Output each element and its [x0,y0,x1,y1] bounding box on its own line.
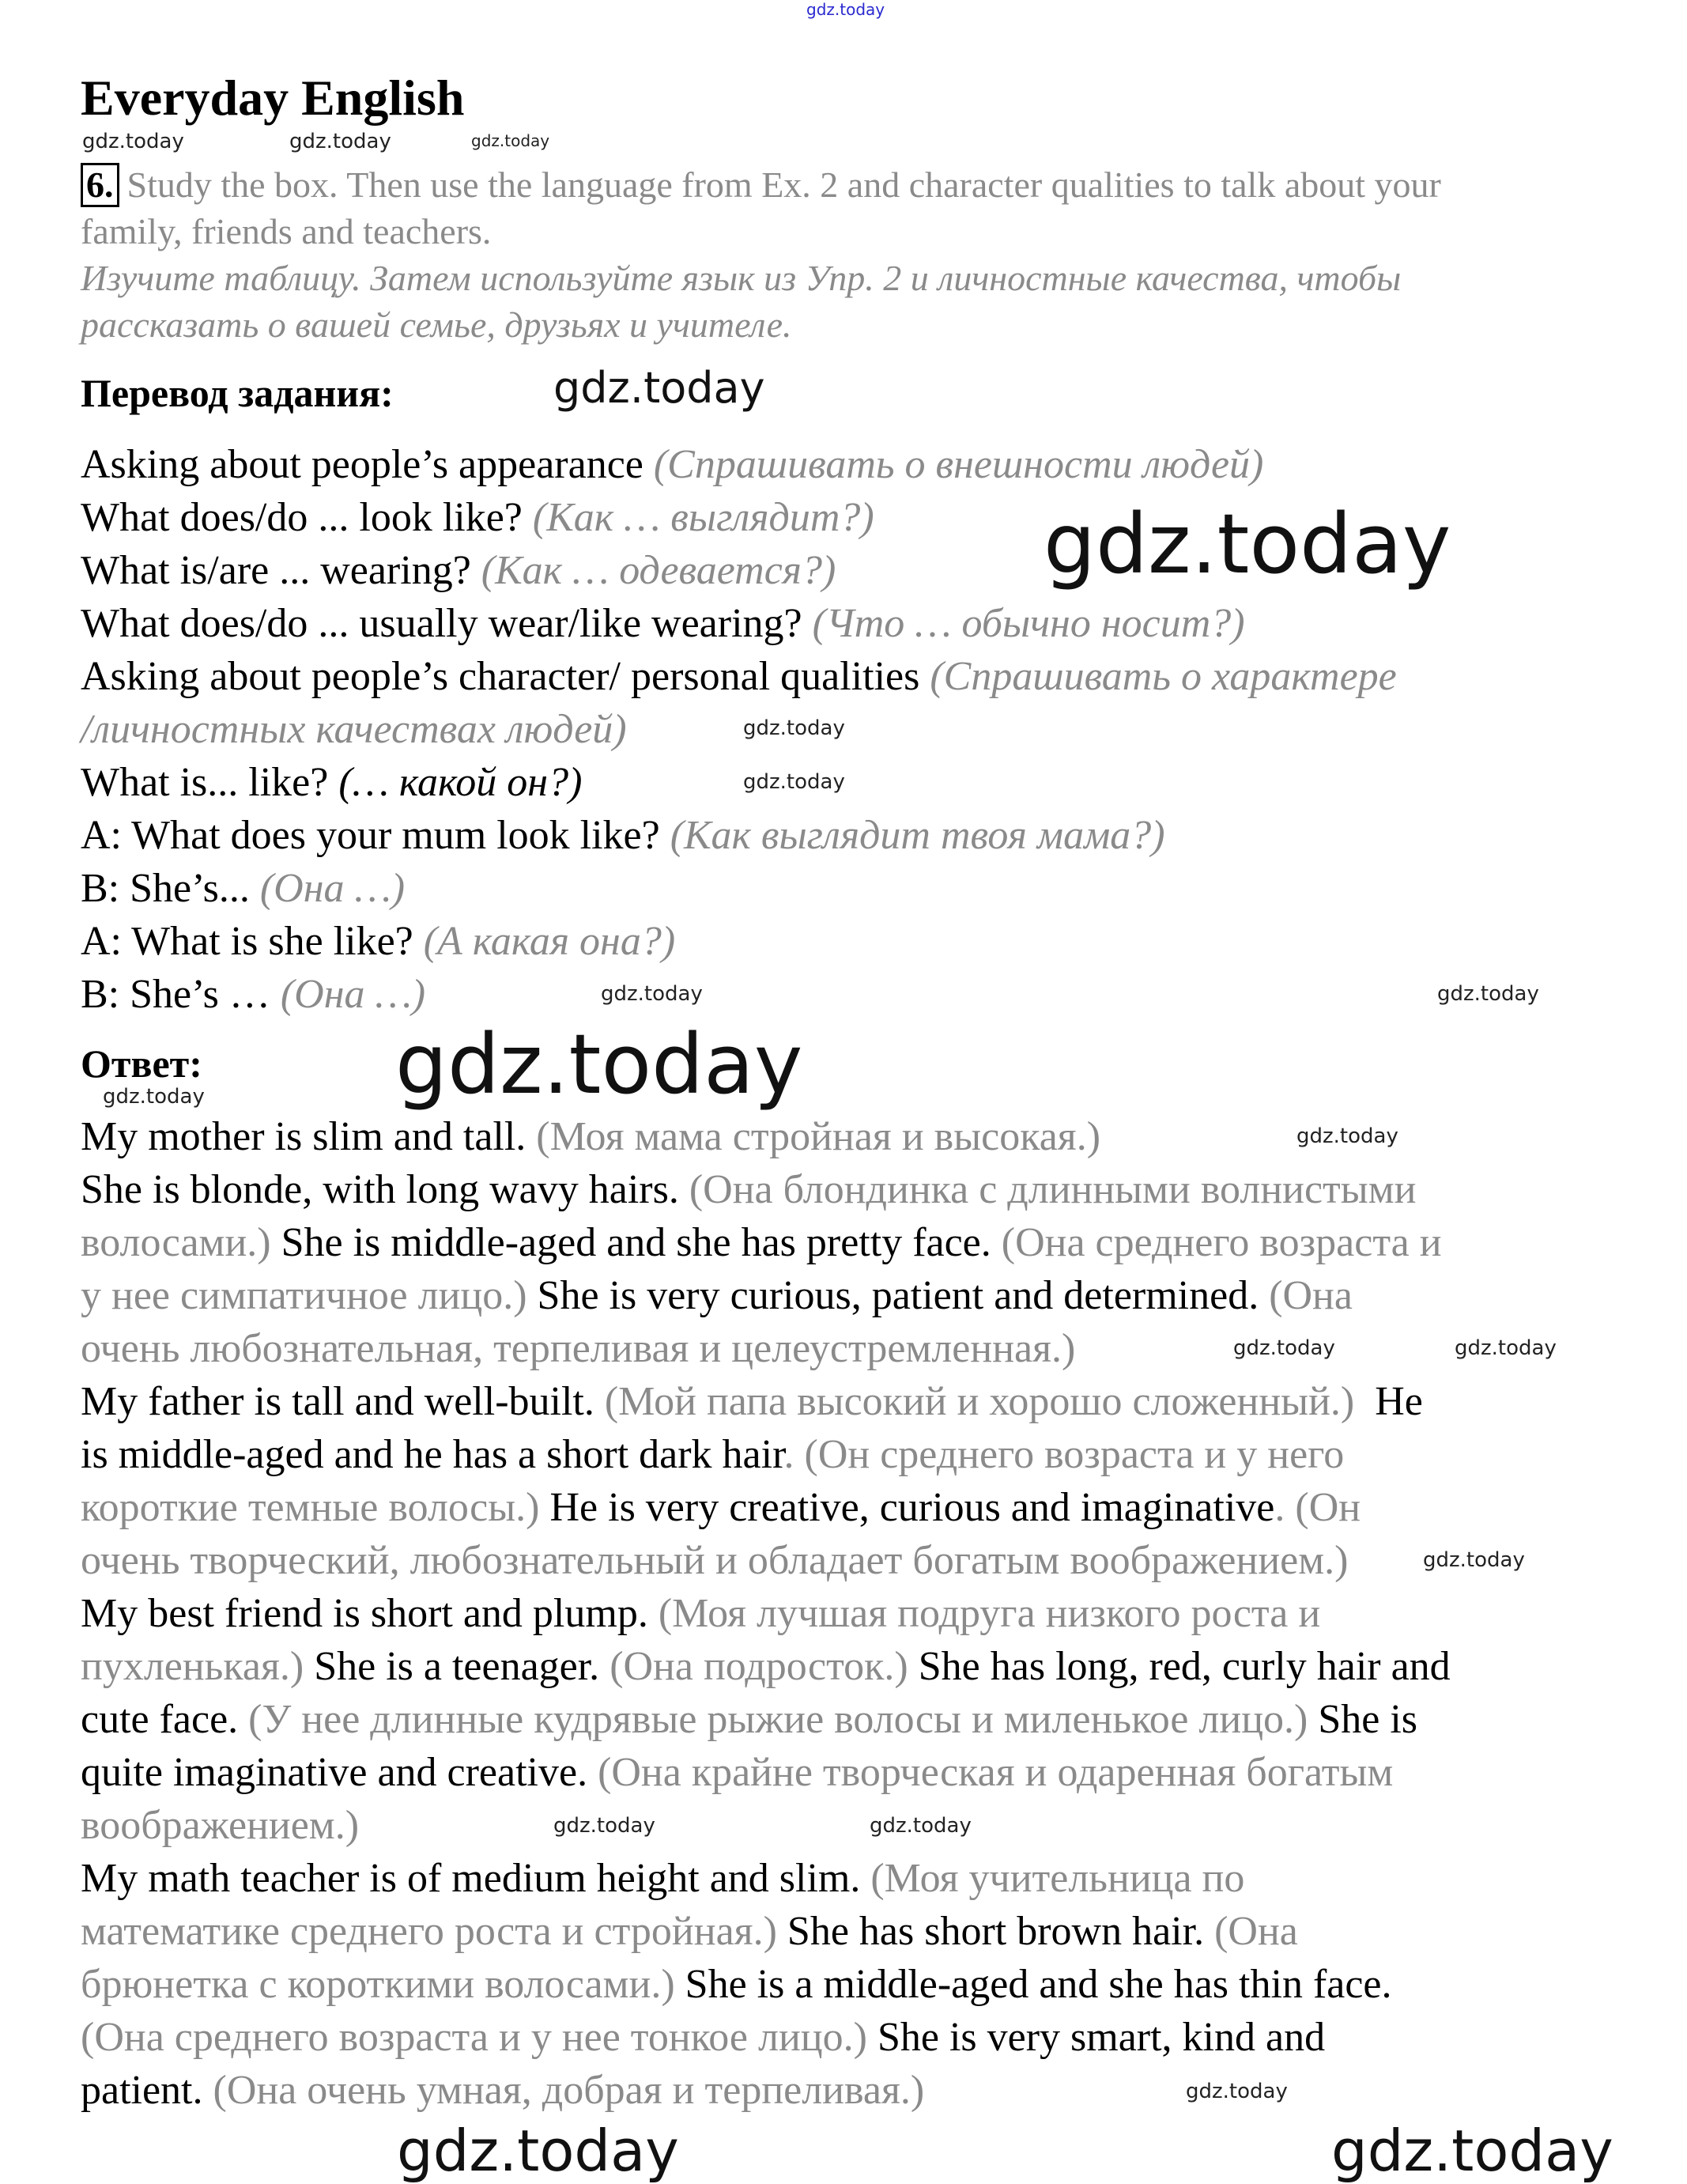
english-text: A: What is she like? [81,919,424,964]
russian-translation: (У нее длинные кудрявые рыжие волосы и миленькое лицо.) [248,1697,1319,1742]
text-line [81,301,1614,348]
english-text: A: What does your mum look like? [81,813,670,858]
english-text: What does/do ... look like? [81,495,533,540]
russian-translation: (Она [1269,1273,1353,1318]
watermark: gdz.today [103,1085,205,1109]
english-text: is middle-aged and he has a short dark hair [81,1432,784,1477]
text-line [81,255,1614,301]
watermark: gdz.today [289,130,391,153]
text-line [81,208,1614,255]
russian-translation: математике среднего роста и стройная.) [81,1909,787,1954]
english-text: Asking about people’s appearance [81,442,654,487]
english-text: quite imaginative and creative. [81,1750,598,1795]
text-line [81,1746,1614,1799]
text-line [81,809,1614,862]
english-text: B: She’s... [81,866,260,911]
text-line [81,1534,1614,1587]
watermark: gdz.today [806,0,885,19]
text-line [81,1110,1614,1163]
answer-text [81,1110,1614,2117]
text-line [81,1216,1614,1269]
watermark: gdz.today [553,363,765,413]
text-line [81,161,1614,208]
language-box [81,438,1614,1021]
text-line [81,703,1614,756]
russian-translation: (Что … обычно носит?) [812,601,1245,646]
text-line [81,544,1614,597]
english-text: She is middle-aged and she has pretty face. [281,1220,1002,1265]
russian-translation: у нее симпатичное лицо.) [81,1273,538,1318]
russian-translation: короткие темные волосы.) [81,1485,550,1530]
english-text: My father is tall and well-built. [81,1379,605,1424]
russian-translation: пухленькая.) [81,1644,315,1689]
text-line [81,1269,1614,1322]
watermark: gdz.today [743,770,845,794]
russian-translation: (Моя мама стройная и высокая.) [536,1114,1101,1159]
watermark: gdz.today [397,2118,679,2184]
text-line [81,1428,1614,1481]
text-line [81,1852,1614,1905]
russian-translation: (Она …) [259,866,406,911]
text-line [81,968,1614,1021]
english-text: cute face. [81,1697,249,1742]
english-text: My math teacher is of medium height and slim. [81,1856,871,1901]
russian-translation: . (Он среднего возраста и у него [783,1432,1345,1477]
text-line [81,1587,1614,1640]
watermark: gdz.today [1423,1548,1525,1572]
russian-translation: воображением.) [81,1803,360,1848]
text-line [81,1640,1614,1693]
watermark: gdz.today [1186,2080,1288,2103]
english-text: He is very creative, curious and imaginative [549,1485,1275,1530]
russian-translation: очень творческий, любознательный и обладает богатым воображением.) [81,1538,1349,1583]
instruction-text: Study the box. Then use the language from Ex. 2 and character qualities to talk about your [126,164,1441,205]
text-line [81,1799,1614,1852]
russian-translation: волосами.) [81,1220,281,1265]
russian-translation: (Моя учительница по [870,1856,1245,1901]
watermark: gdz.today [1233,1336,1335,1360]
text-line [81,862,1614,915]
russian-translation: (Как … выглядит?) [532,495,874,540]
english-text: What does/do ... usually wear/like wearing? [81,601,813,646]
text-line [81,597,1614,650]
english-text: She is blonde, with long wavy hairs. [81,1167,689,1212]
english-text: patient. [81,2068,213,2113]
text-line [81,915,1614,968]
instruction-text: family, friends and teachers. [81,211,492,251]
instruction-text: рассказать о вашей семье, друзьях и учителе. [81,304,792,345]
russian-translation: (Спрашивать о характере [930,654,1397,699]
watermark: gdz.today [82,130,184,153]
watermark: gdz.today [1455,1336,1557,1360]
watermark: gdz.today [743,716,845,740]
english-text: What is/are ... wearing? [81,548,481,593]
watermark: gdz.today [471,131,550,150]
watermark: gdz.today [601,982,703,1006]
english-text: (… какой он?) [338,760,583,805]
russian-translation: брюнетка с короткими волосами.) [81,1962,685,2007]
russian-translation: (Она очень умная, добрая и терпеливая.) [213,2068,925,2113]
russian-translation: (Она среднего возраста и у нее тонкое лицо.) [81,2015,877,2060]
russian-translation: (Она крайне творческая и одаренная богатым [598,1750,1394,1795]
task-instructions [81,161,1614,348]
english-text: She has short brown hair. [787,1909,1215,1954]
watermark: gdz.today [1331,2118,1613,2184]
russian-translation: . (Он [1274,1485,1361,1530]
russian-translation: (Она …) [280,972,426,1017]
russian-translation: (А какая она?) [423,919,676,964]
text-line [81,491,1614,544]
russian-translation: (Как выглядит твоя мама?) [670,813,1165,858]
english-text: My mother is slim and tall. [81,1114,537,1159]
text-line [81,1375,1614,1428]
watermark: gdz.today [870,1814,972,1838]
russian-translation: (Мой папа высокий и хорошо сложенный.) [604,1379,1376,1424]
english-text: What is... like? [81,760,339,805]
english-text: She is very curious, patient and determined. [537,1273,1270,1318]
watermark: gdz.today [395,1016,803,1113]
russian-translation: (Она подросток.) [610,1644,919,1689]
text-line [81,756,1614,809]
english-text: B: She’s … [81,972,281,1017]
instruction-text: Изучите таблицу. Затем используйте язык из Упр. 2 и личностные качества, чтобы [81,258,1402,298]
answer-heading: Ответ: [81,1041,202,1086]
russian-translation: /личностных качествах людей) [81,707,627,752]
translation-heading: Перевод задания: [81,371,394,415]
russian-translation: (Спрашивать о внешности людей) [653,442,1264,487]
english-text: Asking about people’s character/ personal qualities [81,654,930,699]
text-line [81,2011,1614,2064]
russian-translation: (Она [1214,1909,1298,1954]
english-text: She is [1318,1697,1418,1742]
section-title: Everyday English [81,70,465,126]
text-line [81,1481,1614,1534]
text-line [81,2064,1614,2117]
english-text: She is very smart, kind and [877,2015,1326,2060]
text-line [81,1693,1614,1746]
english-text: She is a middle-aged and she has thin face. [685,1962,1392,2007]
english-text: She is a teenager. [314,1644,610,1689]
watermark: gdz.today [553,1814,655,1838]
text-line [81,1958,1614,2011]
watermark: gdz.today [1296,1124,1398,1148]
russian-translation: (Моя лучшая подруга низкого роста и [658,1591,1321,1636]
russian-translation: (Она блондинка с длинными волнистыми [689,1167,1417,1212]
russian-translation: очень любознательная, терпеливая и целеустремленная.) [81,1326,1076,1371]
text-line [81,438,1614,491]
watermark: gdz.today [1044,496,1451,592]
text-line [81,1163,1614,1216]
russian-translation: (Как … одевается?) [481,548,836,593]
exercise-number: 6. [81,163,119,207]
english-text: He [1375,1379,1423,1424]
english-text: My best friend is short and plump. [81,1591,659,1636]
text-line [81,650,1614,703]
watermark: gdz.today [1437,982,1539,1006]
english-text: She has long, red, curly hair and [918,1644,1451,1689]
russian-translation: (Она среднего возраста и [1001,1220,1442,1265]
text-line [81,1905,1614,1958]
text-line [81,1322,1614,1375]
